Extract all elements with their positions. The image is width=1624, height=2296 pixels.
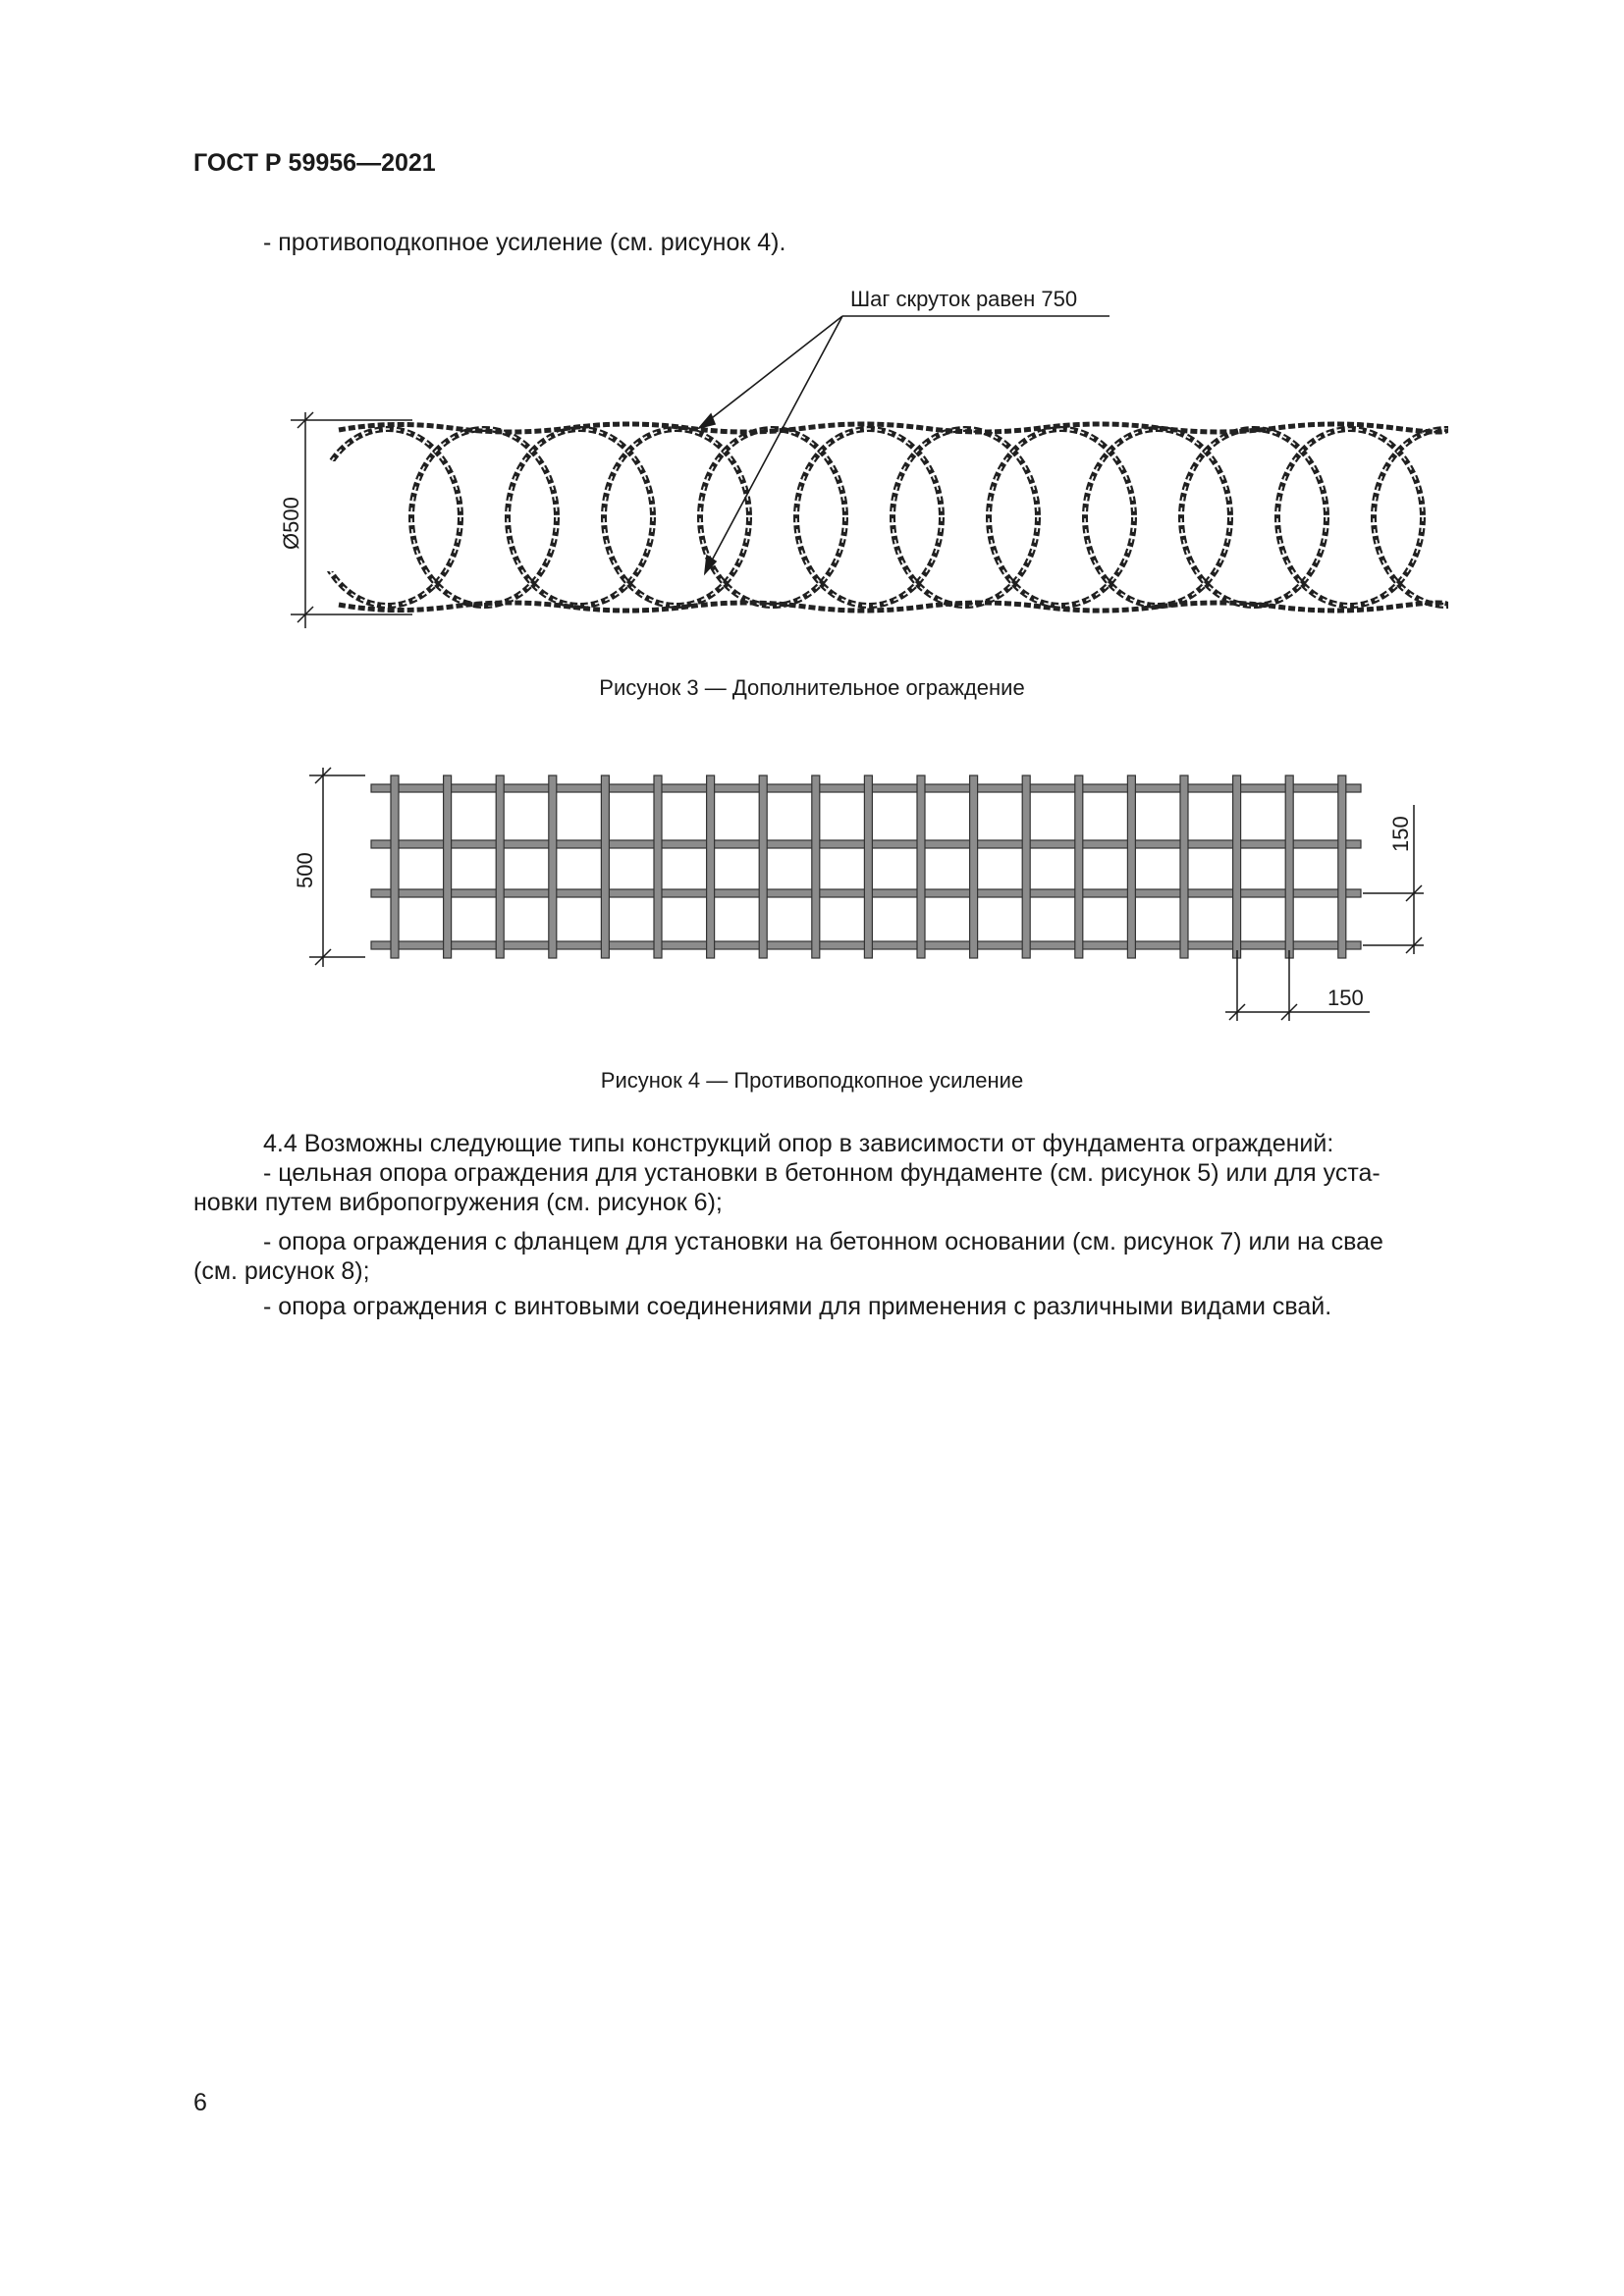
leader-label: Шаг скруток равен 750 [850,287,1078,311]
mesh-vertical-bar [1075,775,1083,958]
figures-drawing [0,0,1624,1099]
diameter-label: Ø500 [279,497,303,550]
mesh-vertical-bar [812,775,820,958]
wire-coil-loop [989,429,1134,606]
wire-coil-loop [411,429,557,606]
mesh-vertical-bar [601,775,609,958]
mesh-vertical-bar [759,775,767,958]
wire-coil-loop [1374,429,1519,606]
mesh-vertical-bar [654,775,662,958]
mesh-vertical-bar [444,775,452,958]
body-line-5: (см. рисунок 8); [193,1257,370,1285]
page-number: 6 [193,2089,207,2116]
mesh-vertical-bar [1285,775,1293,958]
document-header: ГОСТ Р 59956—2021 [193,149,436,177]
body-line-3: новки путем вибропогружения (см. рисунок 6); [193,1189,723,1216]
intro-line: - противоподкопное усиление (см. рисунок 4). [263,229,786,256]
mesh-vertical-bar [1022,775,1030,958]
wire-coil-loop [1277,429,1423,606]
mesh-vertical-bar [496,775,504,958]
figure4-caption: Рисунок 4 — Противоподкопное усиление [600,1068,1024,1093]
wire-coil-loop [700,429,845,606]
body-line-6: - опора ограждения с винтовыми соединениями для применения с различными видами свай. [263,1293,1332,1320]
mesh-vertical-bar [917,775,925,958]
mesh-vertical-bar [970,775,978,958]
mesh-vertical-bar [864,775,872,958]
mesh-height-label: 500 [293,852,317,888]
mesh-vertical-bar [549,775,557,958]
mesh-vertical-bar [1233,775,1241,958]
mesh-vertical-bar [1338,775,1346,958]
figure3-caption: Рисунок 3 — Дополнительное ограждение [599,675,1025,700]
body-line-2: - цельная опора ограждения для установки в бетонном фундаменте (см. рисунок 5) или для уста- [263,1159,1380,1187]
wire-coil-loop [1181,429,1326,606]
razor-wire-coil [315,424,1519,611]
body-line-4: - опора ограждения с фланцем для установки на бетонном основании (см. рисунок 7) или на свае [263,1228,1383,1255]
row-spacing-label: 150 [1388,816,1413,852]
mesh-vertical-bar [391,775,399,958]
mesh-vertical-bar [1127,775,1135,958]
anti-dig-mesh [371,775,1361,958]
wire-coil-loop [796,429,942,606]
wire-coil-loop [604,429,749,606]
wire-coil-loop [893,429,1038,606]
mesh-vertical-bar [1180,775,1188,958]
body-line-1: 4.4 Возможны следующие типы конструкций опор в зависимости от фундамента ограждений: [263,1130,1334,1157]
mesh-vertical-bar [707,775,715,958]
column-spacing-label: 150 [1327,986,1364,1010]
wire-coil-loop [1085,429,1230,606]
leader-lines [699,316,1110,573]
wire-coil-loop [508,429,653,606]
